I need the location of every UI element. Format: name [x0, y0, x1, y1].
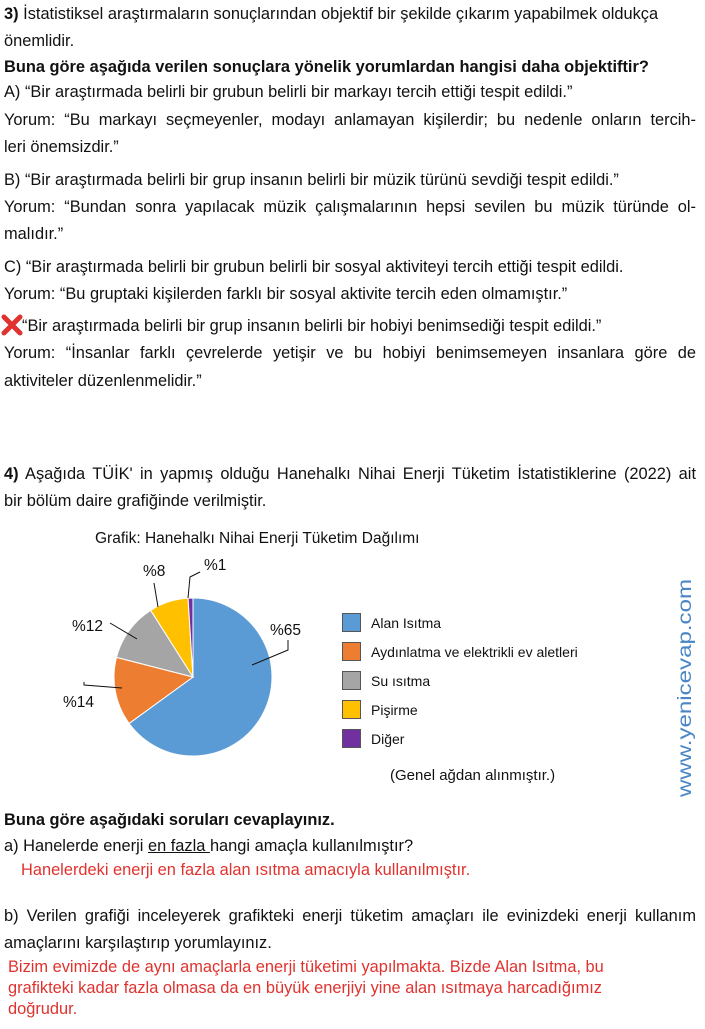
q3-option-d: “Bir araştırmada belirli bir grup insanın belirli bir hobiyi benimsediği tespit edildi.” — [22, 317, 602, 335]
q3-intro-text: İstatistiksel araştırmaların sonuçlarından objektif bir şekilde çıkarım yapabilmek oldukça — [23, 5, 659, 23]
q4-part-a-post: hangi amaçla kullanılmıştır? — [209, 837, 414, 855]
legend-label: Aydınlatma ve elektrikli ev aletleri — [371, 643, 578, 660]
label-pisirme: %8 — [143, 563, 166, 580]
q3-option-b: B) “Bir araştırmada belirli bir grup insanın belirli bir müzik türünü sevdiği tespit edildi.” — [4, 171, 619, 189]
q4-part-a-answer: Hanelerdeki enerji en fazla alan ısıtma amacıyla kullanılmıştır. — [21, 861, 471, 879]
q4-question: Buna göre aşağıdaki soruları cevaplayınız. — [4, 811, 335, 829]
legend-item-pisirme — [342, 695, 578, 724]
legend-swatch — [342, 729, 361, 748]
legend-swatch — [342, 613, 361, 632]
q4-part-b-line2: amaçlarını karşılaştırıp yorumlayınız. — [4, 934, 272, 952]
q3-number: 3) — [4, 5, 19, 23]
pie-chart — [0, 555, 340, 770]
q3-option-a-comment-2: leri önemsizdir.” — [4, 138, 119, 156]
q3-question: Buna göre aşağıda verilen sonuçlara yönelik yorumlardan hangisi daha objektiftir? — [4, 58, 649, 76]
q4-part-a-pre: a) Hanelerde enerji — [4, 837, 148, 855]
q4-intro-line2: bir bölüm daire grafiğinde verilmiştir. — [4, 492, 267, 510]
legend-label: Su ısıtma — [371, 672, 431, 689]
chart-source-note: (Genel ağdan alınmıştır.) — [390, 767, 556, 784]
legend-label: Alan Isıtma — [371, 614, 442, 631]
legend-swatch — [342, 642, 361, 661]
q3-option-b-comment-1: Yorum: “Bundan sonra yapılacak müzik çalışmalarının hepsi sevilen bu müzik türünde ol- — [4, 198, 696, 216]
chart-legend — [342, 608, 578, 753]
q3-intro-line1 — [4, 4, 658, 24]
q4-intro-line1 — [4, 464, 696, 484]
q4-part-a-underlined: en fazla — [147, 837, 210, 855]
legend-label: Diğer — [371, 730, 405, 747]
legend-item-su-isitma — [342, 666, 578, 695]
q3-option-c-comment: Yorum: “Bu gruptaki kişilerden farklı bir sosyal aktivite tercih eden olmamıştır.” — [4, 285, 568, 303]
q4-part-b-answer-3: doğrudur. — [8, 1000, 78, 1018]
q3-option-c: C) “Bir araştırmada belirli bir grubun belirli bir sosyal aktiviteyi tercih ettiği tespit edildi. — [4, 258, 624, 276]
q4-part-b-answer-2: grafikteki kadar fazla olmasa da en büyük enerjiyi yine alan ısıtmaya harcadığımız — [8, 979, 603, 997]
q3-option-a-comment-1: Yorum: “Bu markayı seçmeyenler, modayı anlamayan kişilerdir; bu nedenle onların tercih- — [4, 111, 696, 129]
q3-option-a: A) “Bir araştırmada belirli bir grubun belirli bir markayı tercih ettiği tespit edildi.” — [4, 83, 573, 101]
legend-swatch — [342, 671, 361, 690]
legend-item-diger — [342, 724, 578, 753]
q4-part-b-line1: b) Verilen grafiği inceleyerek grafikteki enerji tüketim amaçları ile evinizdeki enerji kullanım — [4, 907, 696, 925]
q3-option-b-comment-2: malıdır.” — [4, 225, 64, 243]
q4-part-b-answer-1: Bizim evimizde de aynı amaçlarla enerji tüketimi yapılmakta. Bizde Alan Isıtma, bu — [8, 958, 604, 976]
legend-item-alan-isitma — [342, 608, 578, 637]
label-aydinlatma: %14 — [63, 694, 95, 711]
leader-line-8 — [154, 583, 158, 607]
watermark — [663, 575, 703, 800]
legend-label: Pişirme — [371, 701, 418, 718]
q4-part-a — [4, 836, 413, 856]
chart-title: Grafik: Hanehalkı Nihai Enerji Tüketim Dağılımı — [95, 530, 420, 547]
label-diger: %1 — [204, 557, 227, 574]
q3-intro-line2: önemlidir. — [4, 32, 75, 50]
label-alan-isitma: %65 — [270, 622, 302, 639]
label-su-isitma: %12 — [72, 618, 104, 635]
q3-option-d-comment-1: Yorum: “İnsanlar farklı çevrelerde yetişir ve bu hobiyi benimsemeyen insanlara göre de — [4, 344, 696, 362]
legend-item-aydinlatma — [342, 637, 578, 666]
legend-swatch — [342, 700, 361, 719]
red-x-icon — [0, 313, 24, 337]
q4-intro-text: Aşağıda TÜİK' in yapmış olduğu Hanehalkı Nihai Enerji Tüketim İstatistiklerine (2022) ait — [25, 465, 696, 483]
leader-line-1 — [188, 572, 200, 598]
q3-option-d-comment-2: aktiviteler düzenlenmelidir.” — [4, 372, 202, 390]
q4-number: 4) — [4, 465, 19, 483]
watermark-text: www.yenicevap.com — [675, 624, 696, 797]
